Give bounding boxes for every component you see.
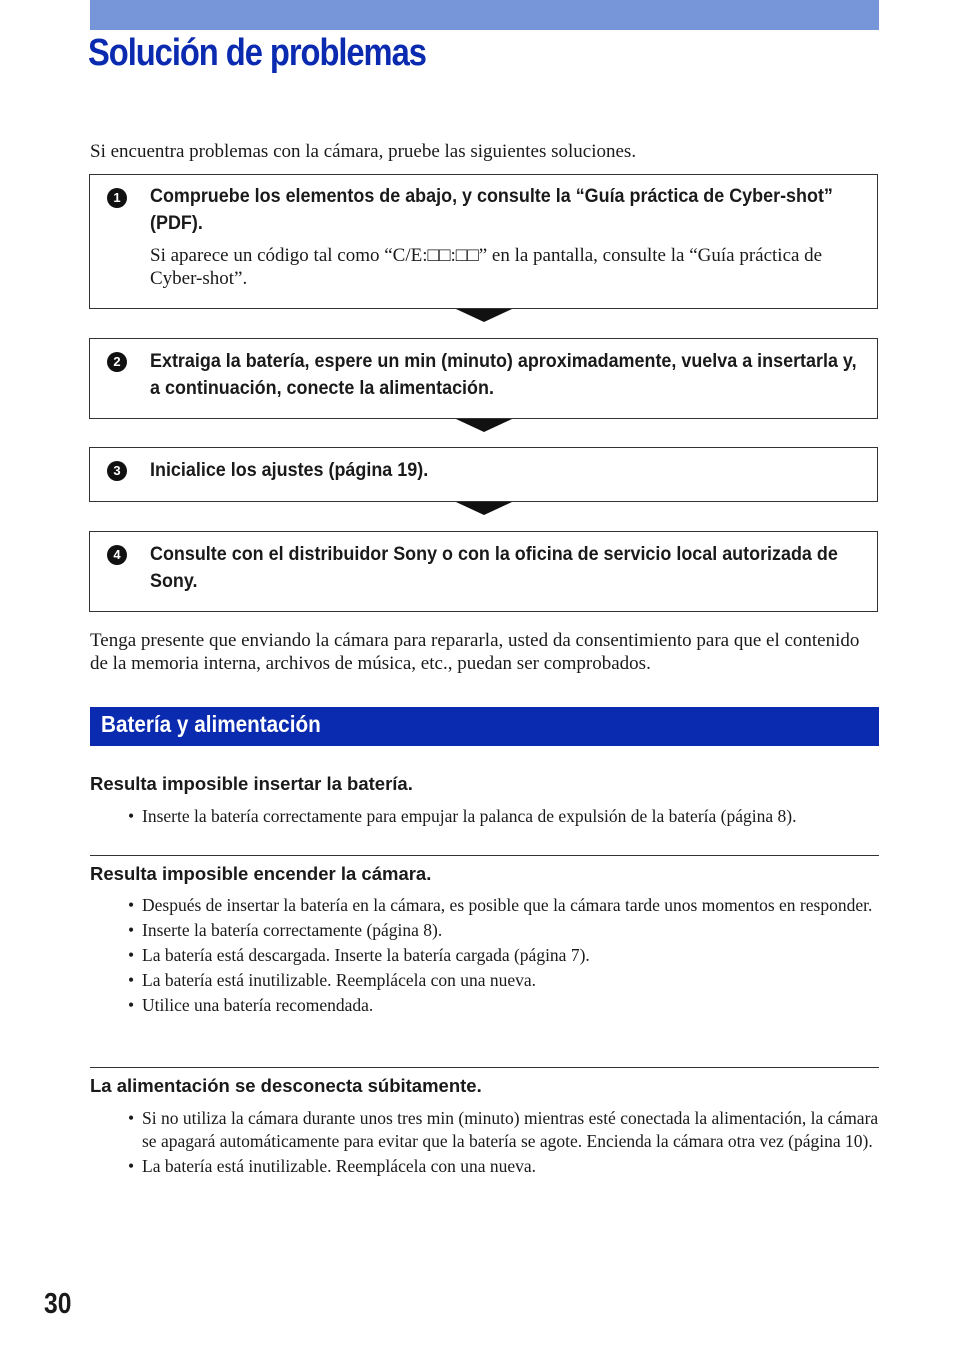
step-number-4: 4 [107,545,127,565]
list-item: • Si no utiliza la cámara durante unos tres min (minuto) mientras esté conectada la alimentación, la cámara se apagará automáticamente para evitar que la batería se agote. Encienda la cámara otra vez (página 10). [128,1107,880,1152]
flow-arrow-down-icon [456,419,512,432]
list-item: • Inserte la batería correctamente (página 8). [128,919,880,942]
page-number: 30 [44,1288,72,1320]
step-title-1: Compruebe los elementos de abajo, y consulte la “Guía práctica de Cyber-shot” (PDF). [150,185,833,234]
section-title: Batería y alimentación [101,711,321,737]
step-number-1: 1 [107,188,127,208]
list-item: • La batería está descargada. Inserte la batería cargada (página 7). [128,944,880,967]
flow-arrow-down-icon [456,309,512,322]
divider [90,855,879,856]
list-item: • Inserte la batería correctamente para empujar la palanca de expulsión de la batería (página 8). [128,805,880,828]
intro-text: Si encuentra problemas con la cámara, pruebe las siguientes soluciones. [90,141,637,162]
problem-solutions-2 [128,894,880,1019]
step-number-2: 2 [107,352,127,372]
repair-note: Tenga presente que enviando la cámara para repararla, usted da consentimiento para que el contenido de la memoria interna, archivos de música, etc., puedan ser comprobados. [90,630,860,674]
problem-heading-2: Resulta imposible encender la cámara. [90,863,432,884]
list-item: • La batería está inutilizable. Reemplácela con una nueva. [128,969,880,992]
problem-heading-3: La alimentación se desconecta súbitamente. [90,1075,482,1096]
step-title-4: Consulte con el distribuidor Sony o con la oficina de servicio local autorizada de Sony. [150,543,838,592]
problem-solutions-3 [128,1107,880,1180]
list-item: • Utilice una batería recomendada. [128,994,880,1017]
step-detail-1: Si aparece un código tal como “C/E:□□:□□” en la pantalla, consulte la “Guía práctica de Cyber-shot”. [150,245,823,289]
section-header-bar [90,707,879,746]
flow-arrow-down-icon [456,502,512,515]
step-box-3 [89,447,878,502]
problem-heading-1: Resulta imposible insertar la batería. [90,773,413,794]
page-title: Solución de problemas [88,32,426,74]
step-box-1 [89,174,878,309]
step-title-3: Inicialice los ajustes (página 19). [150,459,429,481]
step-box-4 [89,531,878,612]
header-color-bar [90,0,879,30]
list-item: • Después de insertar la batería en la cámara, es posible que la cámara tarde unos momentos en responder. [128,894,880,917]
divider [90,1067,879,1068]
step-box-2 [89,338,878,419]
step-number-3: 3 [107,461,127,481]
problem-solutions-1 [128,805,880,830]
step-title-2: Extraiga la batería, espere un min (minuto) aproximadamente, vuelva a insertarla y, a continuación, conecte la alimentación. [150,350,857,399]
list-item: • La batería está inutilizable. Reemplácela con una nueva. [128,1155,880,1178]
